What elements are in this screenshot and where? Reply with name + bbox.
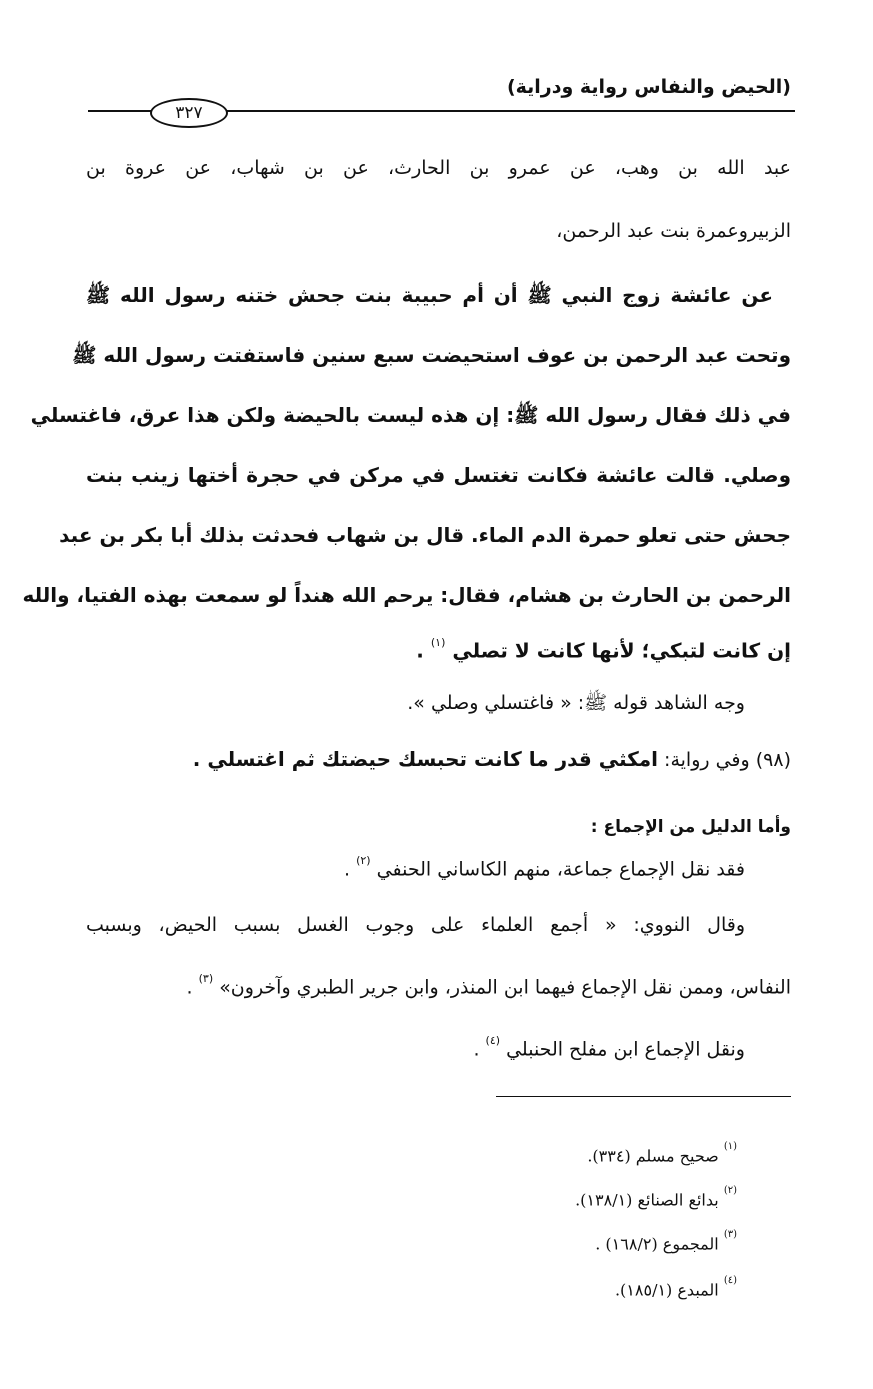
body-line: وقال النووي: « أجمع العلماء على وجوب الغسل بسبب الحيض، وبسبب bbox=[86, 914, 745, 936]
narration-text: امكثي قدر ما كانت تحبسك حيضتك ثم اغتسلي . bbox=[192, 747, 659, 771]
body-line: الزبيروعمرة بنت عبد الرحمن، bbox=[556, 220, 791, 242]
body-line bbox=[193, 744, 791, 775]
footnote bbox=[615, 1274, 737, 1303]
hadith-line: جحش حتى تعلو حمرة الدم الماء. قال بن شهاب فحدثت بذلك أبا بكر بن عبد bbox=[59, 523, 791, 547]
section-heading: وأما الدليل من الإجماع : bbox=[590, 817, 791, 837]
footnote-number: (٢) bbox=[723, 1185, 737, 1196]
page-number: ٣٢٧ bbox=[150, 98, 228, 128]
body-line: عبد الله بن وهب، عن عمرو بن الحارث، عن بن شهاب، عن عروة بن bbox=[86, 157, 791, 179]
body-line: وجه الشاهد قوله ﷺ: « فاغتسلي وصلي ». bbox=[407, 692, 745, 714]
body-line bbox=[187, 968, 791, 1002]
footnote-number: (١) bbox=[723, 1141, 737, 1152]
hadith-line: عن عائشة زوج النبي ﷺ أن أم حبيبة بنت جحش ختنه رسول الله ﷺ bbox=[86, 283, 773, 307]
footnote-ref: (٣) bbox=[198, 972, 214, 985]
hadith-line: في ذلك فقال رسول الله ﷺ: إن هذه ليست بالحيضة ولكن هذا عرق، فاغتسلي bbox=[30, 403, 791, 427]
punctuation: . bbox=[473, 1038, 480, 1061]
footnote bbox=[595, 1228, 737, 1257]
hadith-text: إن كانت لتبكي؛ لأنها كانت لا تصلي bbox=[452, 638, 791, 663]
footnote-text: صحيح مسلم (٣٣٤). bbox=[587, 1146, 724, 1166]
punctuation: . bbox=[343, 858, 351, 881]
hadith-line: وتحت عبد الرحمن بن عوف استحيضت سبع سنين فاستفتت رسول الله ﷺ bbox=[72, 343, 791, 367]
body-text: فقد نقل الإجماع جماعة، منهم الكاساني الحنفي bbox=[376, 858, 745, 881]
hadith-line bbox=[416, 632, 791, 666]
running-title: (الحيض والنفاس رواية ودراية) bbox=[506, 76, 791, 98]
footnote-text: المبدع (١٨٥/١). bbox=[614, 1280, 724, 1300]
footnote-number: (٣) bbox=[723, 1229, 737, 1240]
footnote-ref: (٤) bbox=[485, 1034, 501, 1047]
footnote-ref: (١) bbox=[430, 636, 446, 649]
punctuation: . bbox=[186, 976, 193, 999]
hadith-line: وصلي. قالت عائشة فكانت تغتسل في مركن في حجرة أختها زينب بنت bbox=[86, 463, 791, 487]
body-line bbox=[473, 1030, 745, 1064]
hadith-line: الرحمن بن الحارث بن هشام، فقال: يرحم الله هنداً لو سمعت بهذه الفتيا، والله bbox=[22, 583, 791, 607]
body-text: النفاس، وممن نقل الإجماع فيهما ابن المنذر، وابن جرير الطبري وآخرون» bbox=[219, 976, 791, 999]
footnote-rule bbox=[496, 1096, 791, 1097]
footnote bbox=[575, 1184, 737, 1213]
body-line bbox=[344, 850, 745, 884]
body-text: ونقل الإجماع ابن مفلح الحنبلي bbox=[506, 1038, 745, 1061]
punctuation: . bbox=[416, 638, 424, 663]
footnote-text: المجموع (١٦٨/٢) . bbox=[595, 1234, 724, 1254]
footnote-ref: (٢) bbox=[356, 854, 371, 867]
footnote bbox=[587, 1140, 737, 1169]
footnote-text: بدائع الصنائع (١٣٨/١). bbox=[575, 1190, 724, 1210]
footnote-number: (٤) bbox=[723, 1275, 737, 1286]
narration-prefix: (٩٨) وفي رواية: bbox=[658, 749, 791, 771]
